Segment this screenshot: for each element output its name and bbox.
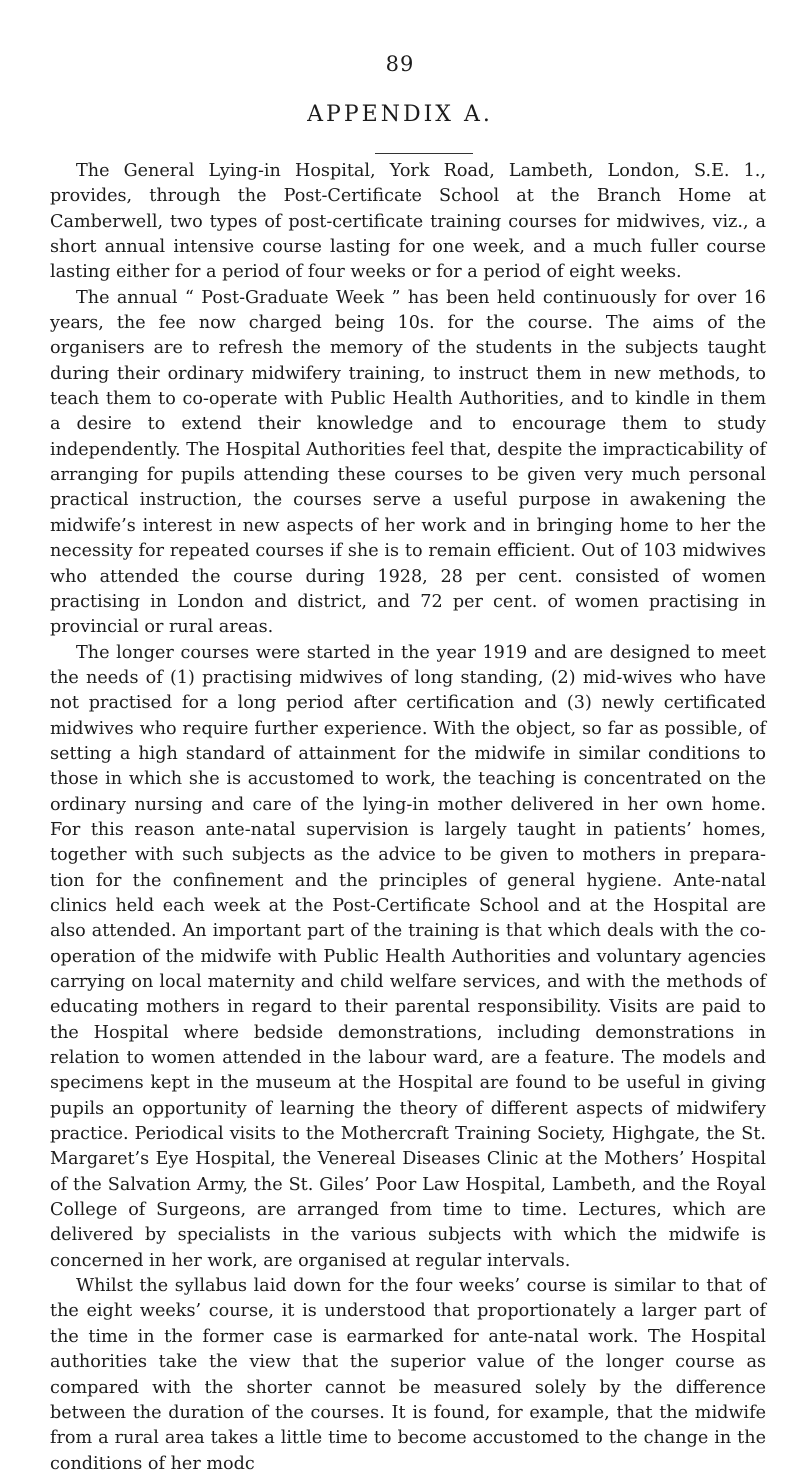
paragraph-4: Whilst the syllabus laid down for the four weeks’ course is similar to that of the eight weeks’ course, it is understood that proportionately a larger part of the time in the former case is earmarked for ante-natal work. The Hospital authorities take the view that the superior value of the longer course as compared with the shorter cannot be measured solely by the difference between the duration of the courses. It is found, for example, that the midwife from a rural area takes a little time to become accustomed to the change in the conditions of her modc <box>50 1276 766 1474</box>
body-text <box>50 159 766 1477</box>
heading-rule <box>375 153 473 154</box>
paragraph-2: The annual “ Post-Graduate Week ” has been held continuously for over 16 years, the fee now charged being 10s. for the course. The aims of the organisers are to refresh the memory of the students in the subjects taught during their ordinary midwifery training, to instruct them in new methods, to teach them to co-operate with Public Health Authorities, and to kindle in them a desire to extend their knowledge and to encourage them to study independently. The Hospital Authorities feel that, despite the impracticability of arranging for pupils attending these courses to be given very much personal practical instruction, the courses serve a useful purpose in awakening the midwife’s interest in new aspects of her work and in bringing home to her the necessity for repeated courses if she is to remain efficient. Out of 103 midwives who attended the course during 1928, 28 per cent. consisted of women practising in London and district, and 72 per cent. of women practising in provincial or rural areas. <box>50 287 766 638</box>
appendix-heading: APPENDIX A. <box>307 102 493 127</box>
paragraph-1: The General Lying-in Hospital, York Road, Lambeth, London, S.E. 1., provides, through the Post-Certificate School at the Branch Home at Camberwell, two types of post-certificate training courses for midwives, viz., a short annual intensive course lasting for one week, and a much fuller course lasting either for a period of four weeks or for a period of eight weeks. <box>50 161 766 283</box>
paragraph-3: The longer courses were started in the year 1919 and are designed to meet the needs of (1) practising midwives of long standing, (2) mid-wives who have not practised for a long period after certification and (3) newly certificated midwives who require further experience. With the object, so far as possible, of setting a high standard of attainment for the midwife in similar conditions to those in which she is accustomed to work, the teaching is concentrated on the ordinary nursing and care of the lying-in mother delivered in her own home. For this reason ante-natal supervision is largely taught in patients’ homes, together with such subjects as the advice to be given to mothers in prepara-tion for the confinement and the principles of general hygiene. Ante-natal clinics held each week at the Post-Certificate School and at the Hospital are also attended. An important part of the training is that which deals with the co-operation of the midwife with Public Health Authorities and voluntary agencies carrying on local maternity and child welfare services, and with the methods of educating mothers in regard to their parental responsibility. Visits are paid to the Hospital where bedside demonstrations, including demonstrations in relation to women attended in the labour ward, are a feature. The models and specimens kept in the museum at the Hospital are found to be useful in giving pupils an opportunity of learning the theory of different aspects of midwifery practice. Periodical visits to the Mothercraft Training Society, Highgate, the St. Margaret’s Eye Hospital, the Venereal Diseases Clinic at the Mothers’ Hospital of the Salvation Army, the St. Giles’ Poor Law Hospital, Lambeth, and the Royal College of Surgeons, are arranged from time to time. Lectures, which are delivered by specialists in the various subjects with which the midwife is concerned in her work, are organised at regular intervals. <box>50 642 766 1271</box>
page-number: 89 <box>385 52 415 76</box>
